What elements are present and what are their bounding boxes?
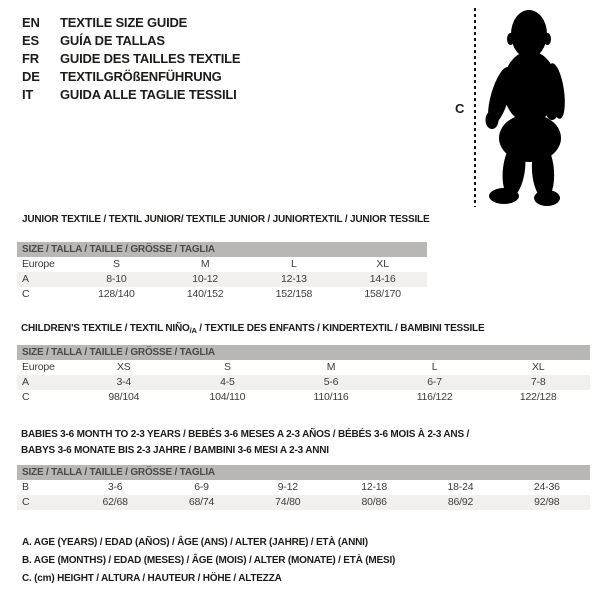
babies-title-line-1: BABIES 3-6 MONTH TO 2-3 YEARS / BEBÉS 3-6 MESES A 2-3 AÑOS / BÉBÉS 3-6 MOIS À 2-3 ANS / (21, 429, 470, 440)
table-row (17, 375, 590, 390)
value-cell: 3-4 (116, 376, 132, 388)
value-cell: 3-6 (107, 481, 123, 493)
value-cell: 10-12 (192, 273, 219, 285)
value-cell: 4-5 (220, 376, 235, 388)
size-cell: S (223, 361, 231, 373)
language-code: ES (22, 33, 39, 48)
value-cell: 158/170 (364, 288, 401, 300)
value-cell: 24-36 (533, 481, 560, 493)
junior-table-title: JUNIOR TEXTILE / TEXTIL JUNIOR/ TEXTILE JUNIOR / JUNIORTEXTIL / JUNIOR TESSILE (22, 214, 430, 225)
value-cell: 140/152 (186, 288, 224, 300)
size-header-bar: SIZE / TALLA / TAILLE / GRÖSSE / TAGLIA (17, 242, 427, 257)
value-cell: 80/86 (361, 496, 387, 508)
value-cell: 6-9 (194, 481, 209, 493)
table-row (17, 360, 590, 375)
table-row (17, 272, 427, 287)
language-row (22, 86, 240, 104)
value-cell: 74/80 (275, 496, 301, 508)
size-cell: S (112, 258, 120, 270)
value-cell: 7-8 (530, 376, 546, 388)
table-row (17, 287, 427, 302)
value-cell: 68/74 (188, 496, 215, 508)
babies-size-table (17, 465, 590, 510)
value-cell: 122/128 (519, 391, 557, 403)
table-row (17, 257, 427, 272)
babies-table-title (21, 427, 469, 458)
size-cell: M (200, 258, 210, 270)
language-row (22, 68, 240, 86)
children-title-subscript: /A (189, 326, 197, 335)
language-code: IT (22, 87, 34, 102)
value-cell: 92/98 (534, 496, 560, 508)
junior-size-table (17, 242, 427, 302)
value-cell: 128/140 (98, 288, 135, 300)
language-title: GUIDE DES TAILLES TEXTILE (60, 51, 241, 66)
language-code: DE (22, 69, 40, 84)
size-cell: XL (531, 361, 545, 373)
table-row (17, 390, 590, 405)
children-title-text: / TEXTILE DES ENFANTS / KINDERTEXTIL / BAMBINI TESSILE (196, 323, 485, 334)
size-header-bar: SIZE / TALLA / TAILLE / GRÖSSE / TAGLIA (17, 465, 590, 480)
row-label-cell: Europe (22, 361, 55, 373)
language-row (22, 32, 240, 50)
row-label-cell: C (22, 288, 30, 300)
legend-line-b: B. AGE (MONTHS) / EDAD (MESES) / ÂGE (MOIS) / ALTER (MONATE) / ETÀ (MESI) (22, 555, 396, 566)
measurement-legend (22, 534, 395, 588)
value-cell: 9-12 (277, 481, 298, 493)
value-cell: 12-13 (280, 273, 307, 285)
value-cell: 86/92 (447, 496, 474, 508)
language-code: FR (22, 51, 39, 66)
value-cell: 98/104 (108, 391, 140, 403)
value-cell: 18-24 (447, 481, 474, 493)
toddler-silhouette-icon (480, 8, 576, 207)
size-cell: M (326, 361, 336, 373)
size-cell: L (431, 361, 438, 373)
value-cell: 104/110 (209, 391, 246, 403)
legend-line-a: A. AGE (YEARS) / EDAD (AÑOS) / ÂGE (ANS) / ALTER (JAHRE) / ETÀ (ANNI) (22, 537, 368, 548)
height-measure-dashed-line (474, 8, 476, 207)
size-header-bar: SIZE / TALLA / TAILLE / GRÖSSE / TAGLIA (17, 345, 590, 360)
language-row (22, 50, 240, 68)
language-title: GUÍA DE TALLAS (60, 33, 165, 48)
children-table-title (21, 322, 484, 338)
children-title-text: CHILDREN'S TEXTILE / TEXTIL NIÑO (21, 323, 190, 334)
language-code: EN (22, 15, 40, 30)
size-cell: L (291, 258, 297, 270)
language-title: GUIDA ALLE TAGLIE TESSILI (60, 87, 237, 102)
row-label-cell: A (22, 376, 29, 388)
size-cell: XL (376, 258, 389, 270)
value-cell: 116/122 (416, 391, 453, 403)
value-cell: 110/116 (313, 391, 349, 403)
value-cell: 6-7 (427, 376, 442, 388)
language-row (22, 14, 240, 32)
row-label-cell: C (22, 496, 30, 508)
row-label-cell: A (22, 273, 29, 285)
value-cell: 8-10 (106, 273, 127, 285)
value-cell: 152/158 (275, 288, 313, 300)
value-cell: 12-18 (361, 481, 388, 493)
language-title: TEXTILE SIZE GUIDE (60, 15, 188, 30)
row-label-cell: B (22, 481, 29, 493)
value-cell: 62/68 (102, 496, 128, 508)
row-label-cell: C (22, 391, 30, 403)
value-cell: 5-6 (323, 376, 339, 388)
table-row (17, 480, 590, 495)
language-title: TEXTILGRÖßENFÜHRUNG (60, 69, 222, 84)
row-label-cell: Europe (22, 258, 55, 270)
language-title-list (22, 14, 240, 104)
value-cell: 14-16 (369, 273, 396, 285)
children-size-table (17, 345, 590, 405)
babies-title-line-2: BABYS 3-6 MONATE BIS 2-3 JAHRE / BAMBINI 3-6 MESI A 2-3 ANNI (21, 444, 329, 456)
height-marker-label: C (455, 101, 465, 116)
table-row (17, 495, 590, 510)
size-cell: XS (116, 361, 131, 373)
legend-line-c: C. (cm) HEIGHT / ALTURA / HAUTEUR / HÖHE / ALTEZZA (22, 573, 282, 584)
